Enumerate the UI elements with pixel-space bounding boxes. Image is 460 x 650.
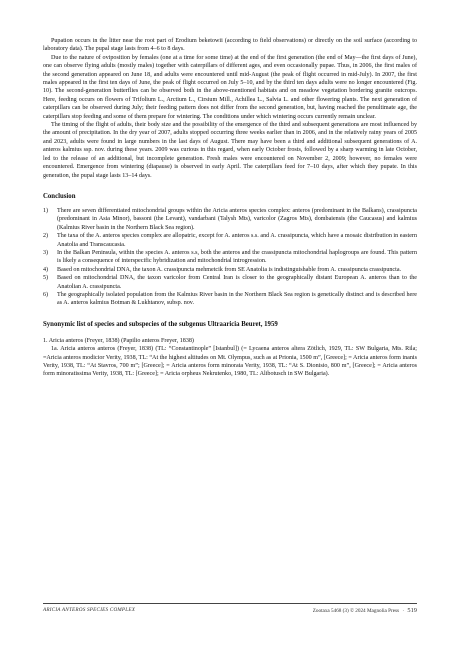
species-entry-heading: 1. Aricia anteros (Freyer, 1838) (Papilio anteros Freyer, 1838) — [43, 337, 194, 344]
page-content — [43, 37, 417, 379]
body-paragraph-flight-timing: The timing of the flight of adults, their body size and the possibility of the emergence of the third and subsequent generations are most influenced by the amount of precipitation. In the dry year of 2007, adults stopped occurring three weeks earlier than in 2006, and in the relatively rainy years of 2005 and 2023, adults were found in large numbers in the last days of August. There may have been a third and additional subsequent generations of A. anteros kalmius ssp. nov. during these years. 2009 was curious in this regard, when early October frosts, followed by a sharp warming in late October, led to the release of an additional, but incomplete generation. Fresh males were encountered on November 2, 2009; however, no females were encountered. Emergence from wintering (diapause) is observed in early April. The caterpillars feed for 7–10 days, after which they pupate. In this generation, the pupal stage lasts 13–14 days. — [43, 122, 417, 179]
conclusion-item: 2) The taxa of the A. anteros species complex are allopatric, except for A. anteros s.s. and A. crassipuncta, which have a mosaic distribution in eastern Anatolia and Transcaucasia. — [43, 233, 417, 248]
subspecies-entry: 1a. Aricia anteros anteros (Freyer, 1838) (TL: “Constantinople” [Istanbul]) (= Lycaena anteros altera Zötlich, 1929, TL: SW Bulgaria, Mts. Rila; =Aricia anteros modicior Verity, 1938, TL: “At the highest altitudes on Mt. Olympus, such as at Prionia, 1500 m”, [Greece]; = Aricia anteros form inanis Verity, 1938, TL: “At Stavros, 700 m”; [Greece]; = Aricia anteros form minorata Verity, 1938, TL: “At S. Dionisio, 800 m”, [Greece]; = Aricia anteros form minoratissima Verity, 1938, TL: [Greece]; = Aricia orpheus Nekrutenko, 1980, TL: Alibotusch in SW Bulgaria). — [43, 346, 417, 378]
conclusion-item: 5) Based on mitochondrial DNA, the taxon varicolor from Central Iran is closer to the geographically distant European A. anteros than to the Anatolian A. crassipuncta. — [43, 275, 417, 290]
page-number: 519 — [407, 607, 417, 614]
body-paragraph-oviposition: Due to the nature of oviposition by females (one at a time for some time) at the end of the first generation (the end of May—the first days of June), one can observe flying adults (mostly males) together with caterpillars of different ages, and even occasionally pupae. Thus, in 2006, the first males of the second generation appeared on June 18, and adults were encountered until mid-August (the peak of flight occurred in mid-July). In 2007, the first males appeared in the first ten days of June, the peak of flight occurred on July 5–10, and by the third ten days adults were no longer encountered (Fig. 10). The second-generation butterflies can be observed both in the above-mentioned habitats and on meadow vegetation bordering granite outcrops. Here, feeding occurs on flowers of Trifolium L., Arctium L., Cirsium Mill., Achillea L., Salvia L. and other flowering plants. The next generation of caterpillars can be observed during July; their feeding pattern does not differ from the second generation, but, having reached the penultimate age, the caterpillars stop feeding and some of them prepare for wintering. The conditions under which wintering occurs currently remain unclear. — [43, 54, 417, 120]
conclusion-item: 3) In the Balkan Peninsula, within the species A. anteros s.s, both the anteros and the crassipuncta mitochondrial haplogroups are found. This pattern is likely a consequence of interspecific hybridization and mitochondrial introgression. — [43, 249, 417, 265]
synonymic-list-heading: Synonymic list of species and subspecies of the subgenus Ultraaricia Beuret, 1959 — [43, 320, 278, 328]
conclusion-list — [43, 207, 417, 308]
footer-separator: · — [402, 608, 405, 614]
conclusion-item: 1) There are seven differentiated mitochondrial groups within the Aricia anteros species complex: anteros (predominant in the Balkans), crassipuncta (predominant in Asia Minor), bassoni (the Levant), vandarbani (Talysh Mts), varicolor (Zagros Mts), dombaiensis (the Caucasus) and kalmius (Kalmius River basin in the Northern Black Sea region). — [43, 207, 417, 231]
conclusion-item: 4) Based on mitochondrial DNA, the taxon A. crassipuncta mehmetcik from SE Anatolia is indistinguishable from A. crassipuncta crassipuncta. — [43, 266, 402, 273]
running-title: ARICIA ANTEROS SPECIES COMPLEX — [43, 607, 136, 613]
journal-citation — [313, 607, 417, 615]
journal-info: Zootaxa 5468 (3) © 2024 Magnolia Press — [312, 608, 400, 614]
conclusion-item: 6) The geographically isolated population from the Kalmius River basin in the Northern Black Sea region is genetically distinct and is described here as A. anteros kalmius Botman & Lukhtanov, subsp. nov. — [43, 291, 417, 307]
conclusion-heading: Conclusion — [43, 192, 76, 200]
page-footer — [43, 603, 417, 614]
body-paragraph-pupation: Pupation occurs in the litter near the root part of Erodium beketowii (according to field observations) or directly on the soil surface (according to laboratory data). The pupal stage lasts from 4–6 to 8 days. — [43, 38, 417, 53]
